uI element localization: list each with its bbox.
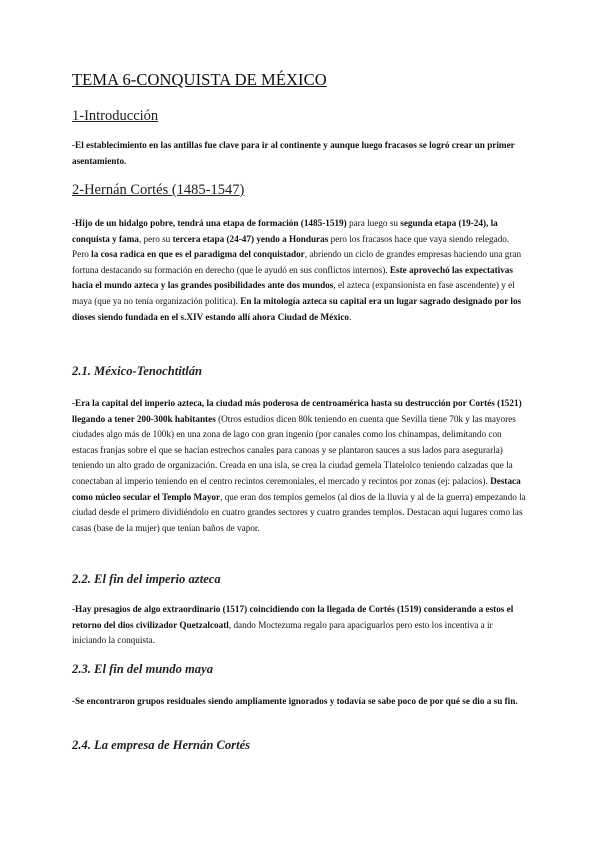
document-title: TEMA 6-CONQUISTA DE MÉXICO (72, 70, 327, 89)
text-run: Este aprovechó las expectativas hacia el mundo azteca y las grandes posibilidades ante dos mundos (72, 264, 513, 291)
text-run: -Hijo de un hidalgo pobre, tendrá una etapa de formación (1485-1519) (72, 218, 347, 228)
text-run: la cosa radica en que es el paradigma del conquistador (91, 249, 305, 260)
text-run: -El establecimiento en las antillas fue clave para ir al continente y aunque luego fracasos se logró crear un primer asentamiento. (72, 140, 515, 166)
heading-fin-mundo-maya: 2.3. El fin del mundo maya (72, 662, 213, 676)
text-run: -Se encontraron grupos residuales siendo ampliamente ignorados y todavía se sabe poco de por qué se dio a su fin. (72, 696, 518, 706)
text-run: tercera etapa (24-47) yendo a Honduras (172, 233, 329, 244)
heading-mexico-tenochtitlan: 2.1. México-Tenochtitlán (72, 364, 203, 378)
text-run: , el azteca (expansionista en fase ascendente) y el maya (que ya no tenía organización política). (72, 280, 515, 306)
heading-fin-imperio-azteca: 2.2. El fin del imperio azteca (72, 572, 221, 586)
text-run: , que eran dos templos gemelos (al dios de la lluvia y al de la guerra) empezando la ciudad desde el primero dividiéndolo en cuatro grandes sectores y cuatro grandes templos. Destacan aquí lugares como las casas (base de la mujer) que tenían baños de vapor. (72, 491, 526, 533)
text-run: , pero su (138, 233, 173, 244)
text-run: para luego su (346, 218, 401, 228)
paragraph-fin-mundo-maya (72, 694, 527, 710)
text-run: -Hay presagios de algo extraordinario (1517) coincidiendo con la llegada de Cortés (1519) considerando a estos el retorno del dios civilizador Quetzalcoatl (72, 604, 514, 630)
heading-introduccion: 1-Introducción (72, 108, 159, 124)
text-run: , dando Moctezuma regalo para apaciguarlos pero esto los incentiva a ir iniciando la conquista. (72, 619, 493, 646)
paragraph-fin-imperio-azteca (72, 602, 527, 649)
text-run: . (349, 311, 352, 322)
text-run: En la mitología azteca su capital era un lugar sagrado designado por los dioses siendo fundada en el s.XIV estando allí ahora Ciudad de México (72, 295, 522, 322)
text-run: -Era la capital del imperio azteca, la ciudad más poderosa de centroamérica hasta su destrucción por Cortés (1521) llegando a tener 200-300k habitantes (72, 398, 522, 424)
text-run: (Otros estudios dicen 80k teniendo en cuenta que Sevilla tiene 70k y las mayores ciudades algo más de 100k) en una zona de lago con gran ingenio (por canales como los chinampas, delimitando con estacas franjas sobre el que se hacían estrechos canales para canoas y se plantaron sauces a sus lados para asegurarla) teniendo un alto grado de organización. Creada en una isla, se crea la ciudad gemela Tlatelolco teniendo calzadas que la conectaban al imperio teniendo en el centro recintos ceremoniales, el mercado y recintos por zonas (ej: palacios). (72, 413, 516, 486)
heading-empresa-hernan-cortes: 2.4. La empresa de Hernán Cortés (72, 738, 251, 752)
text-run: Destaca como núcleo secular el Templo Mayor (72, 475, 521, 502)
paragraph-hernan-cortes (72, 216, 527, 325)
text-run: pero los fracasos hace que vaya siendo relegado. Pero (72, 233, 510, 260)
paragraph-introduccion (72, 138, 527, 169)
text-run: segunda etapa (19-24), la conquista y fama (72, 218, 498, 244)
heading-hernan-cortes: 2-Hernán Cortés (1485-1547) (72, 182, 245, 198)
text-run: , abriendo un ciclo de grandes empresas haciendo una gran fortuna destacando su formación en derecho (que le ayudó en sus conflictos internos). (72, 249, 522, 275)
paragraph-mexico-tenochtitlan (72, 396, 527, 536)
